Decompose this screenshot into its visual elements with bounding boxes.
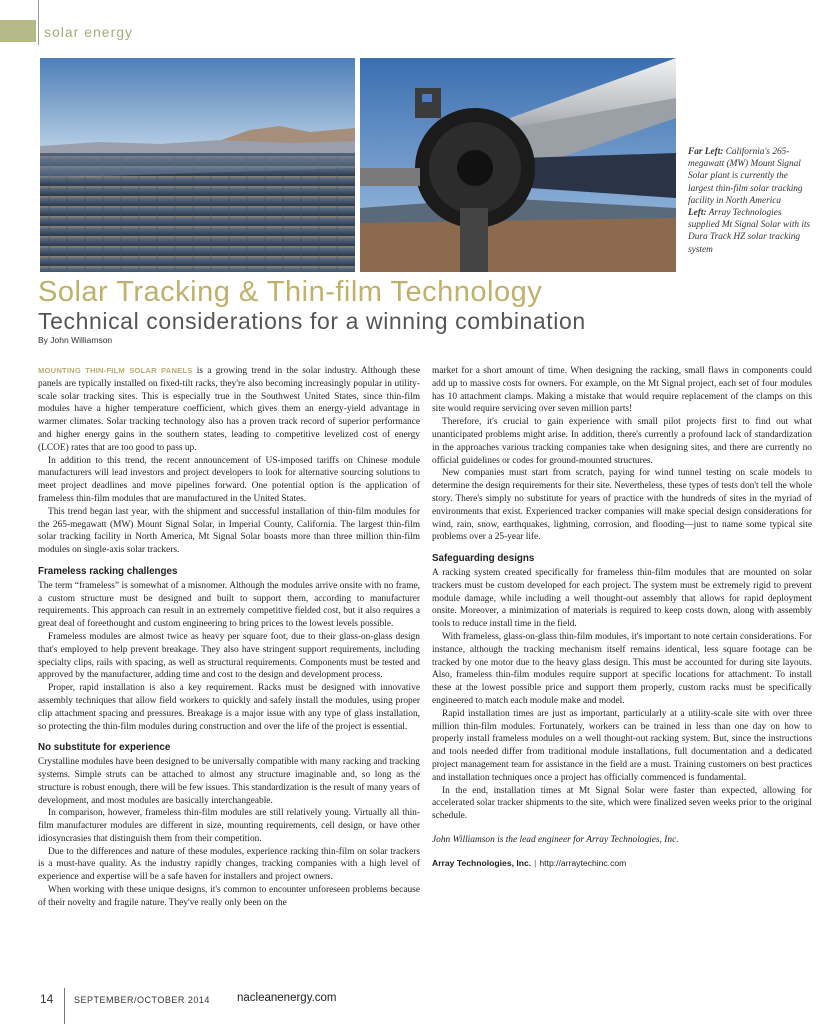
paragraph: New companies must start from scratch, paying for wind tunnel testing on scale models to determine the design requirements for their site. Nevertheless, these types of tests don't tell the whole story. There's simply no substitute for years of practice with the hundreds of sites in the myriad of environments that exist. Experienced tracker companies will make special design considerations for wind, rain, snow, earthquakes, lightning, corrosion, and flooding—just to name some typical site problems over a 25-year life.: [432, 468, 812, 543]
paragraph: In addition to this trend, the recent announcement of US-imposed tariffs on Chinese module manufacturers will lead investors and project developers to look for alternative sourcing solutions to meet project deadlines and move pipelines forward. One potential option is the application of frameless thin-film modules that are manufactured in the United States.: [38, 455, 420, 504]
paragraph: The term “frameless” is somewhat of a misnomer. Although the modules arrive onsite with no frame, a custom structure must be designed and built to support them, according to manufacturer requirements. This approach can result in an extremely competitive fielded cost, but it also requires a great deal of foreethought and custom engineering to bring prices to the lowest levels possible.: [38, 580, 420, 630]
caption-far-left-label: Far Left:: [688, 147, 724, 157]
company-info: [432, 857, 812, 870]
paragraph: Proper, rapid installation is also a key requirement. Racks must be designed with innovative assembly techniques that allow field workers to quickly and safely install the modules, using proper clip attachment spacing and pressures. Breakage is a major issue with any type of glass installation, so protecting the thin-film modules during construction and over the life of the project is essential.: [38, 683, 420, 732]
section-heading: Frameless racking challenges: [38, 565, 178, 577]
caption-left-label: Left:: [688, 208, 707, 219]
paragraph: [38, 365, 420, 455]
paragraph: market for a short amount of time. When designing the racking, small flaws in components could add up to massive costs for owners. For example, on the Mt Signal project, each set of four modules has 10 attachment clamps. Making a mistake that would require replacement of the clamps on this site would require servicing over seven million parts!: [432, 366, 812, 415]
paragraph: A racking system created specifically for frameless thin-film modules that are mounted on solar trackers must be custom developed for each project. The system must be extremely rigid to prevent module damage, while including a well thought-out assembly that allows for rapid deployment onsite. Moreover, a minimization of materials is required to keep costs down, along with assembly tools to reduce install time in the field.: [432, 567, 812, 630]
section-tab: [0, 20, 36, 42]
site-name[interactable]: nacleanenergy.com: [237, 992, 337, 1004]
paragraph: In the end, installation times at Mt Signal Solar were faster than expected, allowing for accelerated solar tracker shipments to the site, which were finalized seven weeks prior to the original schedule.: [432, 785, 812, 822]
byline: By John Williamson: [38, 335, 113, 345]
company-name: Array Technologies, Inc.: [432, 857, 532, 868]
paragraph: Crystalline modules have been designed to be universally compatible with many racking and tracking systems. Simple struts can be attached to almost any structure imaginable and, so long as the structure is robust enough, there will be few issues. This standardization is the result of many years of development, and most modules are basically interchangeable.: [38, 757, 420, 806]
paragraph: When working with these unique designs, it's common to encounter unforeseen problems because of their novelty and fragile nature. They've really only been on the: [38, 885, 420, 908]
article-title: Solar Tracking & Thin-film Technology: [38, 276, 543, 308]
solar-farm-photo: [40, 58, 355, 272]
paragraph: Rapid installation times are just as important, particularly at a utility-scale site with over three million thin-film modules. Fortunately, workers can be trained in less than one day on how to properly install frameless modules on a well thought-out racking system. But, since the instructions and tools needed differ from traditional module installations, full documentation and a dedicated project management team for assistance in the field are a must. Training customers on best practices and installation techniques once a project has officially commenced is fundamental.: [432, 708, 812, 783]
caption-left-text: Array Technologies supplied Mt Signal Solar with its Dura Track HZ solar tracking system: [688, 208, 811, 255]
paragraph: In comparison, however, frameless thin-film modules are still relatively young. Virtually all thin-film manufacturer modules are different in size, mounting requirements, cell design, or have other idiosyncrasies that distinguish them from their competition.: [38, 808, 420, 844]
right-column: [432, 365, 812, 869]
section-heading: No substitute for experience: [38, 742, 171, 754]
paragraph: Therefore, it's crucial to gain experience with small pilot projects first to find out what unanticipated problems might arise. In addition, there's currently a profound lack of standardization in the approaches various tracking companies take when designing sites, and there are currently no official guidelines or codes for ground-mounted structures.: [432, 417, 812, 466]
author-note: John Williamson is the lead engineer for Array Technologies, Inc.: [432, 834, 679, 845]
left-column: [38, 365, 420, 910]
company-url[interactable]: http://arraytechinc.com: [539, 857, 627, 868]
footer-divider: [64, 988, 65, 1024]
paragraph: Due to the differences and nature of these modules, experience racking thin-film on solar trackers is a must-have quality. As the industry rapidly changes, tracking companies with a high level of experience and expertise will be a safe haven for installers and project owners.: [38, 846, 420, 883]
tracker-mechanism-photo: [360, 58, 676, 272]
article-subtitle: Technical considerations for a winning combination: [38, 308, 586, 334]
header-divider: [38, 0, 39, 45]
photo-caption: [688, 146, 814, 256]
paragraph-text: is a growing trend in the solar industry. Although these panels are typically installed on fixed-tilt racks, they're also becoming increasingly popular in utility-scale solar tracking sites. This is especially true in the Southwest United States, since thin-film modules have a higher temperature coefficient, which gives them an energy-yield advantage in warmer climates. Solar tracking technology also has a proven track record of superior performance and higher energy gains in the southern states, leading to competitive levelized cost of energy (LCOE) rates that are too good to pass up.: [38, 366, 420, 453]
page-number: 14: [40, 992, 54, 1006]
lead-in: MOUNTING THIN-FILM SOLAR PANELS: [38, 366, 193, 375]
company-separator: |: [534, 857, 537, 868]
caption-far-left-text: California's 265-megawatt (MW) Mount Signal Solar plant is currently the largest thin-film solar tracking facility in North America: [688, 147, 803, 206]
issue-date: SEPTEMBER/OCTOBER 2014: [74, 995, 210, 1005]
paragraph: This trend began last year, with the shipment and successful installation of thin-film modules for the 265-megawatt (MW) Mount Signal Solar, in Imperial County, California. The largest thin-film solar tracking facility in North America, Mt Signal Solar boasts more than three million thin-film modules on single-axis solar trackers.: [38, 506, 420, 556]
section-heading: Safeguarding designs: [432, 553, 535, 565]
paragraph: With frameless, glass-on-glass thin-film modules, it's important to note certain considerations. For instance, although the tracking mechanism itself remains identical, less square footage can be tracked by one motor due to the heavy glass design. This must be accounted for during site layouts. Also, frameless thin-film modules require support at specific locations for attachment. To install these at the lowest possible price and support them properly, custom racks must be specifically engineered to match each module make and model.: [432, 631, 812, 706]
section-label: solar energy: [44, 24, 134, 40]
paragraph: Frameless modules are almost twice as heavy per square foot, due to their glass-on-glass design that's employed to help prevent breakage. They also have stringent support requirements, including specialty clips, rails with spacing, as well as structural requirements. Components must be tested and approved by the manufacturer, adding time and cost to the design and development process.: [38, 631, 420, 681]
